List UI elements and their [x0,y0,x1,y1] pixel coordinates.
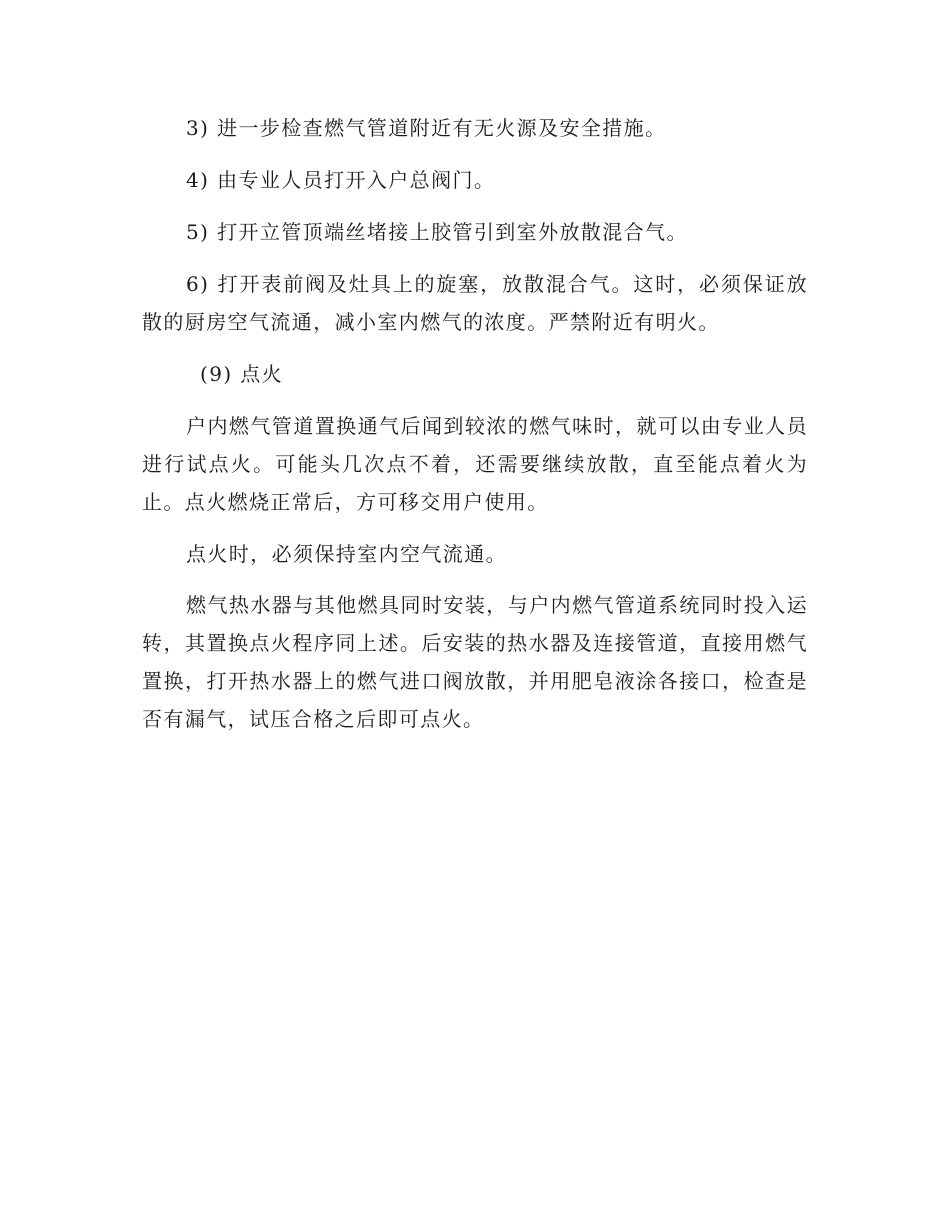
ignition-paragraph: 户内燃气管道置换通气后闻到较浓的燃气味时，就可以由专业人员进行试点火。可能头几次点不着，还需要继续放散，直至能点着火为止。点火燃烧正常后，方可移交用户使用。 [142,414,808,514]
water-heater-paragraph: 燃气热水器与其他燃具同时安装，与户内燃气管道系统同时投入运转，其置换点火程序同上述。后安装的热水器及连接管道，直接用燃气置换，打开热水器上的燃气进口阀放散，并用肥皂液涂各接口，检查是否有漏气，试压合格之后即可点火。 [142,593,808,731]
step-3-paragraph: 3) 进一步检查燃气管道附近有无火源及安全措施。 [186,116,667,140]
section-heading-ignition: (9) 点火 [200,362,284,386]
step-6-paragraph: 6) 打开表前阀及灶具上的旋塞，放散混合气。这时，必须保证放散的厨房空气流通，减小室内燃气的浓度。严禁附近有明火。 [142,272,808,334]
step-4-paragraph: 4) 由专业人员打开入户总阀门。 [186,168,496,192]
step-5-paragraph: 5) 打开立管顶端丝堵接上胶管引到室外放散混合气。 [186,220,688,244]
document-body [142,109,808,738]
ventilation-paragraph: 点火时，必须保持室内空气流通。 [186,542,507,566]
